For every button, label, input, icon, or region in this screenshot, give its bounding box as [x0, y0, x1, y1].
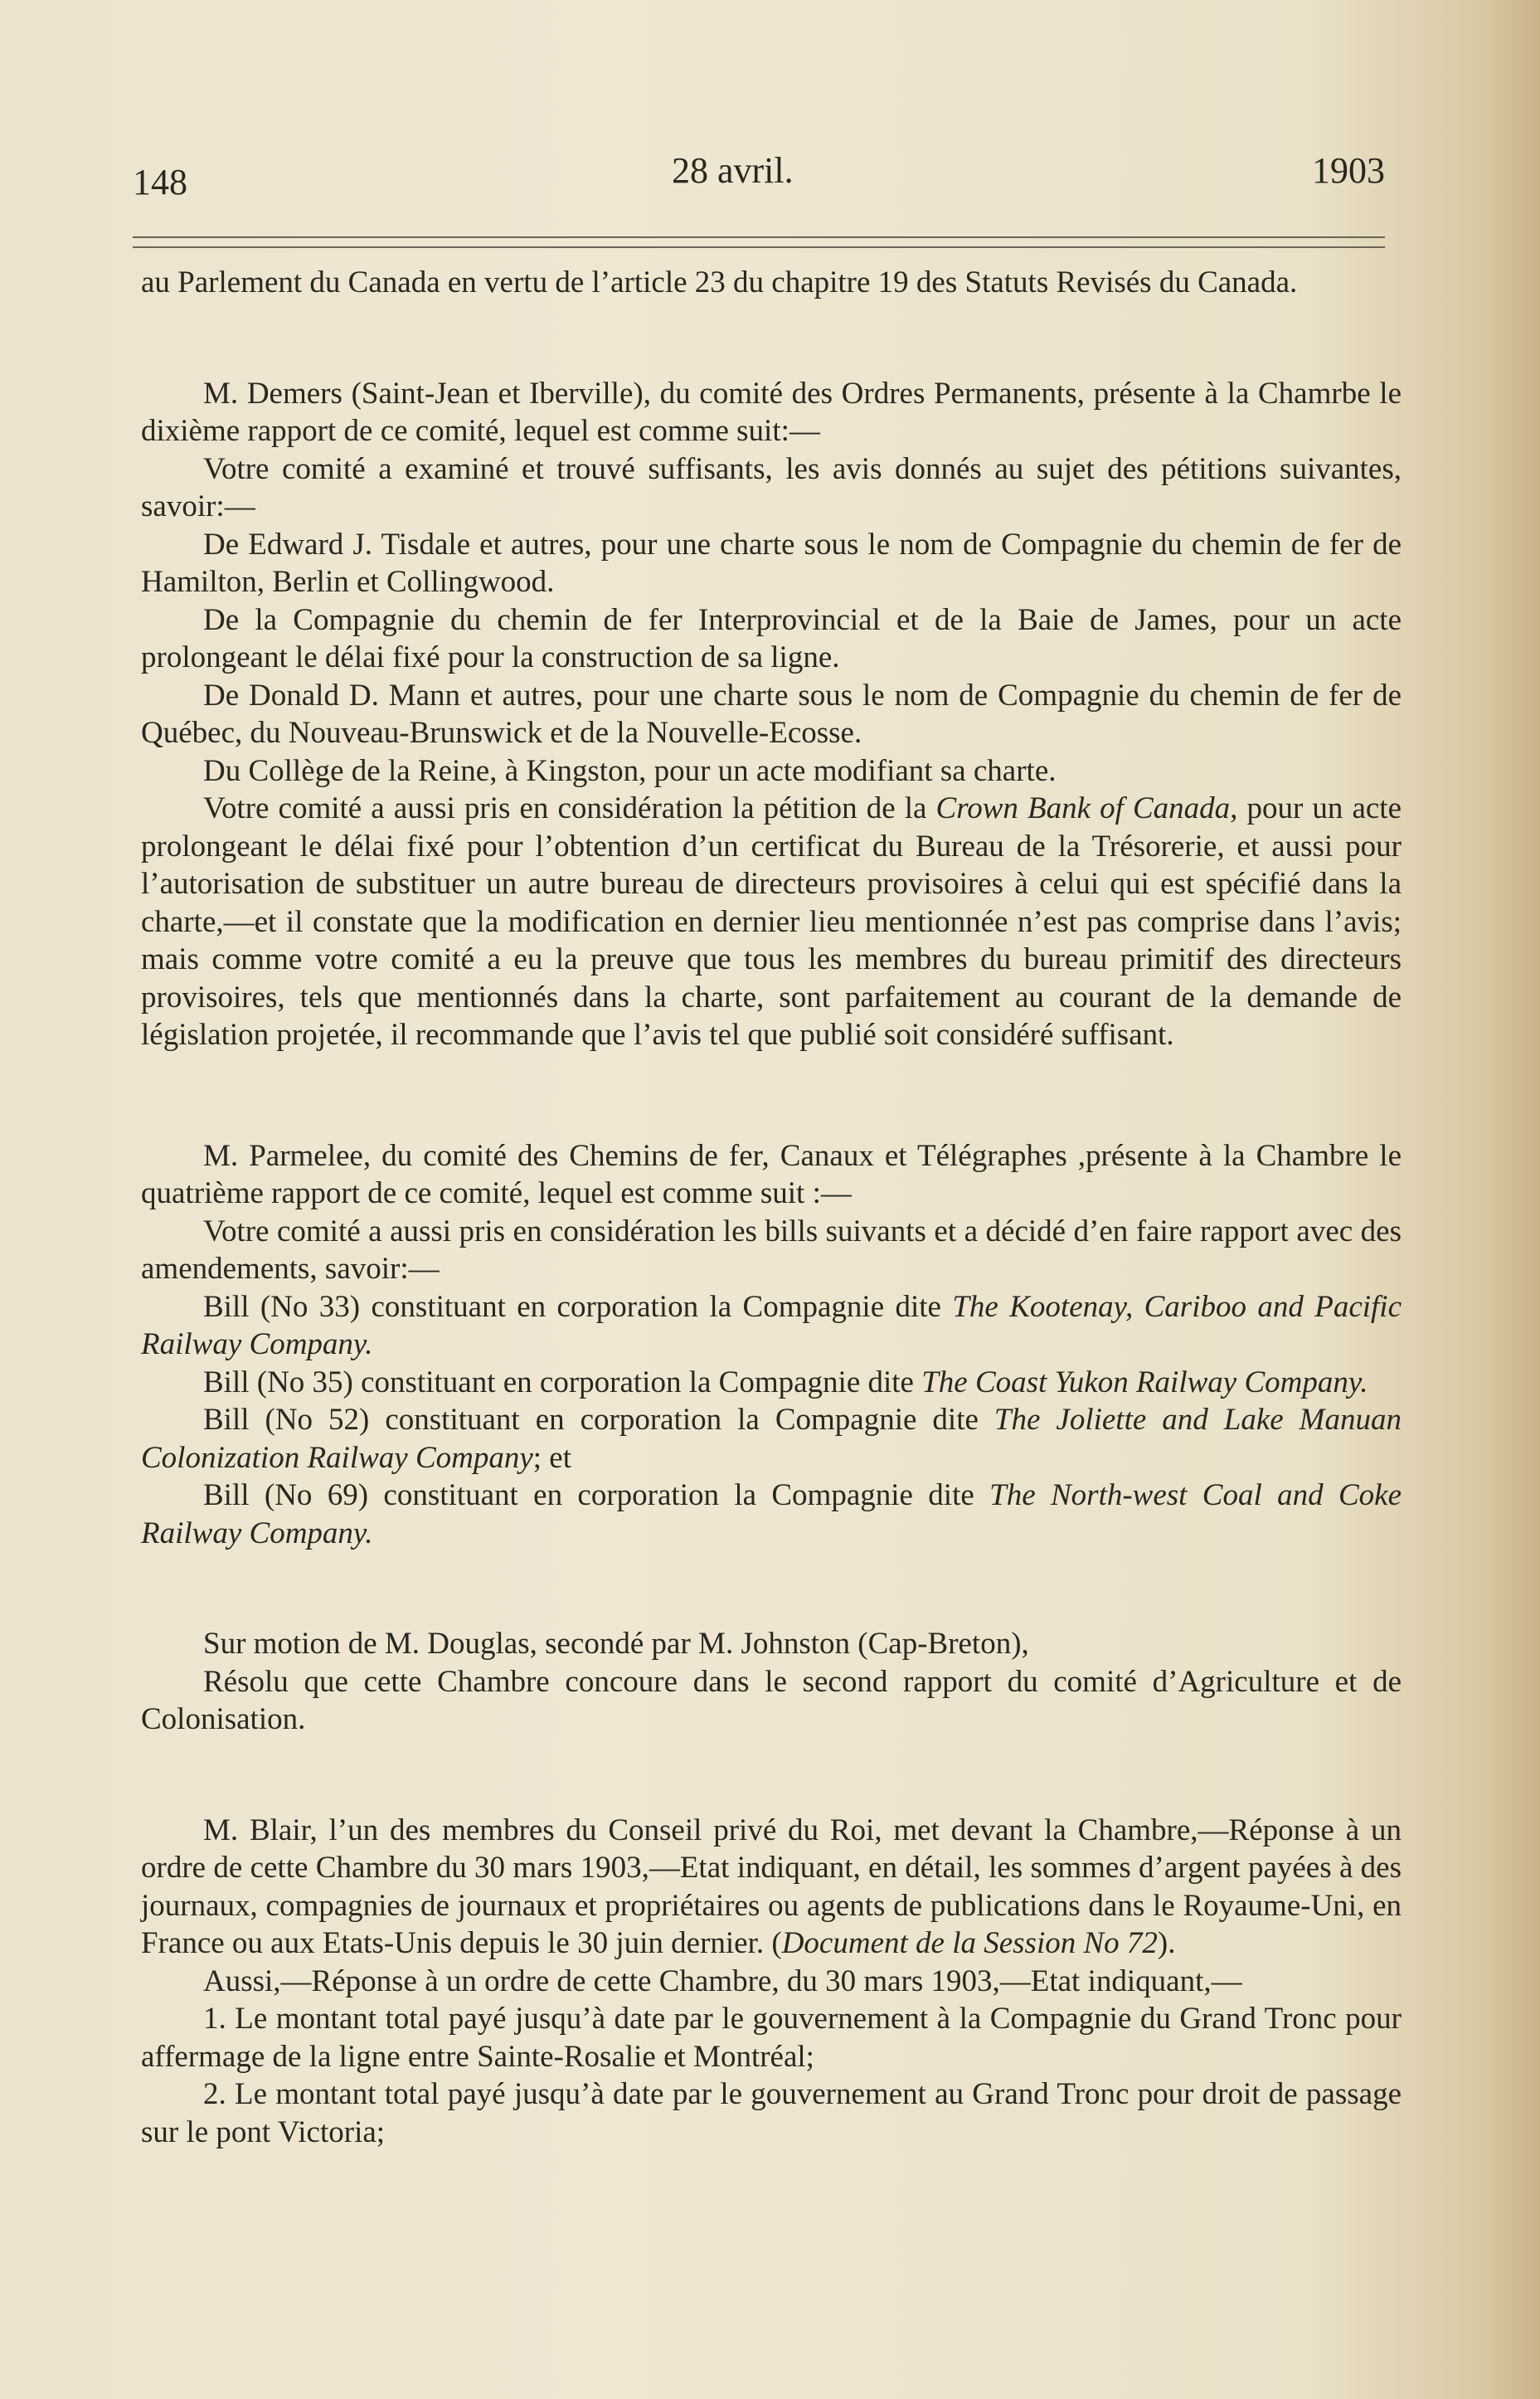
paragraph: M. Parmelee, du comité des Chemins de fer, Canaux et Télégraphes ,présente à la Chambre le quatrième rapport de ce comité, lequel est comme suit :— [141, 1138, 1402, 1210]
header-rule [133, 236, 1385, 248]
paragraph: au Parlement du Canada en vertu de l’article 23 du chapitre 19 des Statuts Revisés du Canada. [141, 265, 1298, 299]
paragraph: Du Collège de la Reine, à Kingston, pour un acte modifiant sa charte. [203, 753, 1057, 788]
paragraph: Votre comité a aussi pris en considération la pétition de la Crown Bank of Canada, pour un acte prolongeant le délai fixé pour l’obtention d’un certificat du Bureau de la Trésorerie, et aussi pour l’autorisation de substituer un autre bureau de directeurs provisoires à celui qui est spécifié dans la charte,—et il constate que la modification en dernier lieu mentionnée n’est pas comprise dans l’avis; mais comme votre comité a eu la preuve que tous les membres du bureau primitif des directeurs provisoires, tels que mentionnés dans la charte, sont parfaitement au courant de la demande de législation projetée, il recommande que l’avis tel que publié soit considéré suffisant. [141, 791, 1402, 1052]
header-year: 1903 [1312, 150, 1385, 191]
paragraph: M. Demers (Saint-Jean et Iberville), du comité des Ordres Permanents, présente à la Chamrbe le dixième rapport de ce comité, lequel est comme suit:— [141, 376, 1402, 448]
paragraph: Résolu que cette Chambre concoure dans le second rapport du comité d’Agriculture et de Colonisation. [141, 1664, 1402, 1736]
paragraph: Votre comité a examiné et trouvé suffisants, les avis donnés au sujet des pétitions suivantes, savoir:— [141, 451, 1402, 523]
header-date: 28 avril. [672, 150, 794, 191]
paragraph: Sur motion de M. Douglas, secondé par M. Johnston (Cap-Breton), [203, 1627, 1029, 1661]
page-number: 148 [133, 162, 187, 202]
page-header [133, 149, 1385, 207]
list-item: 1. Le montant total payé jusqu’à date par le gouvernement à la Compagnie du Grand Tronc pour affermage de la ligne entre Sainte-Rosalie et Montréal; [141, 2002, 1402, 2074]
paragraph: De Donald D. Mann et autres, pour une charte sous le nom de Compagnie du chemin de fer de Québec, du Nouveau-Brunswick et de la Nouvelle-Ecosse. [141, 678, 1402, 750]
bill-item: Bill (No 35) constituant en corporation la Compagnie dite The Coast Yukon Railway Company. [203, 1365, 1368, 1399]
bill-item: Bill (No 52) constituant en corporation la Compagnie dite The Joliette and Lake Manuan Colonization Railway Company; et [141, 1403, 1402, 1475]
paragraph: De la Compagnie du chemin de fer Interprovincial et de la Baie de James, pour un acte prolongeant le délai fixé pour la construction de sa ligne. [141, 602, 1402, 674]
bill-item: Bill (No 33) constituant en corporation la Compagnie dite The Kootenay, Cariboo and Pacific Railway Company. [141, 1289, 1402, 1361]
body-text [141, 264, 1402, 2151]
paragraph: M. Blair, l’un des membres du Conseil privé du Roi, met devant la Chambre,—Réponse à un ordre de cette Chambre du 30 mars 1903,—Etat indiquant, en détail, les sommes d’argent payées à des journaux, compagnies de journaux et propriétaires ou agents de publications dans le Royaume-Uni, en France ou aux Etats-Unis depuis le 30 juin dernier. (Document de la Session No 72). [141, 1813, 1402, 1960]
bill-item: Bill (No 69) constituant en corporation la Compagnie dite The North-west Coal and Coke Railway Company. [141, 1478, 1402, 1550]
paragraph: Votre comité a aussi pris en considération les bills suivants et a décidé d’en faire rapport avec des amendements, savoir:— [141, 1214, 1402, 1286]
paragraph: Aussi,—Réponse à un ordre de cette Chambre, du 30 mars 1903,—Etat indiquant,— [203, 1963, 1242, 1998]
list-item: 2. Le montant total payé jusqu’à date par le gouvernement au Grand Tronc pour droit de passage sur le pont Victoria; [141, 2077, 1402, 2149]
paragraph: De Edward J. Tisdale et autres, pour une charte sous le nom de Compagnie du chemin de fer de Hamilton, Berlin et Collingwood. [141, 527, 1402, 599]
